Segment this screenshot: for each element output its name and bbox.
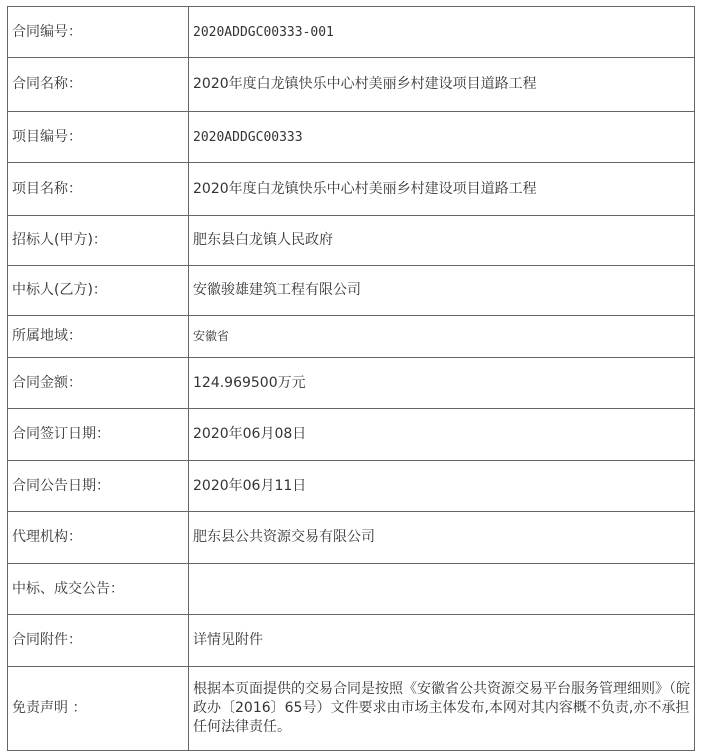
attachment-row	[8, 615, 695, 667]
award-announcement-label: 中标、成交公告：	[8, 564, 189, 615]
tenderer-label: 招标人(甲方)：	[8, 216, 189, 266]
project-name-row	[8, 163, 695, 216]
winning-bidder-label: 中标人(乙方)：	[8, 266, 189, 316]
award-announcement-row	[8, 564, 695, 615]
winning-bidder-value: 安徽骏雄建筑工程有限公司	[189, 266, 695, 316]
region-label: 所属地域：	[8, 316, 189, 358]
project-number-label: 项目编号：	[8, 112, 189, 163]
attachment-value[interactable]: 详情见附件	[189, 615, 695, 667]
signing-date-row	[8, 409, 695, 461]
signing-date-label: 合同签订日期：	[8, 409, 189, 461]
agency-value: 肥东县公共资源交易有限公司	[189, 512, 695, 564]
contract-number-label: 合同编号：	[8, 7, 189, 58]
agency-label: 代理机构：	[8, 512, 189, 564]
contract-amount-label: 合同金额：	[8, 358, 189, 409]
announcement-date-label: 合同公告日期：	[8, 461, 189, 512]
region-row	[8, 316, 695, 358]
contract-name-value: 2020年度白龙镇快乐中心村美丽乡村建设项目道路工程	[189, 58, 695, 112]
region-value: 安徽省	[189, 316, 695, 358]
disclaimer-value: 根据本页面提供的交易合同是按照《安徽省公共资源交易平台服务管理细则》（皖政办〔2016〕65号）文件要求由市场主体发布,本网对其内容概不负责,亦不承担任何法律责任。	[189, 667, 695, 751]
contract-name-label: 合同名称：	[8, 58, 189, 112]
disclaimer-label: 免责声明 ：	[8, 667, 189, 751]
award-announcement-value[interactable]	[189, 564, 695, 615]
announcement-date-row	[8, 461, 695, 512]
contract-amount-row	[8, 358, 695, 409]
project-name-label: 项目名称：	[8, 163, 189, 216]
project-name-value: 2020年度白龙镇快乐中心村美丽乡村建设项目道路工程	[189, 163, 695, 216]
tenderer-row	[8, 216, 695, 266]
contract-info-table	[7, 6, 695, 751]
attachment-label: 合同附件：	[8, 615, 189, 667]
agency-row	[8, 512, 695, 564]
contract-name-row	[8, 58, 695, 112]
signing-date-value: 2020年06月08日	[189, 409, 695, 461]
contract-amount-value: 124.969500万元	[189, 358, 695, 409]
contract-number-row	[8, 7, 695, 58]
disclaimer-row	[8, 667, 695, 751]
project-number-row	[8, 112, 695, 163]
announcement-date-value: 2020年06月11日	[189, 461, 695, 512]
contract-number-value: 2020ADDGC00333-001	[189, 7, 695, 58]
project-number-value: 2020ADDGC00333	[189, 112, 695, 163]
tenderer-value: 肥东县白龙镇人民政府	[189, 216, 695, 266]
winning-bidder-row	[8, 266, 695, 316]
